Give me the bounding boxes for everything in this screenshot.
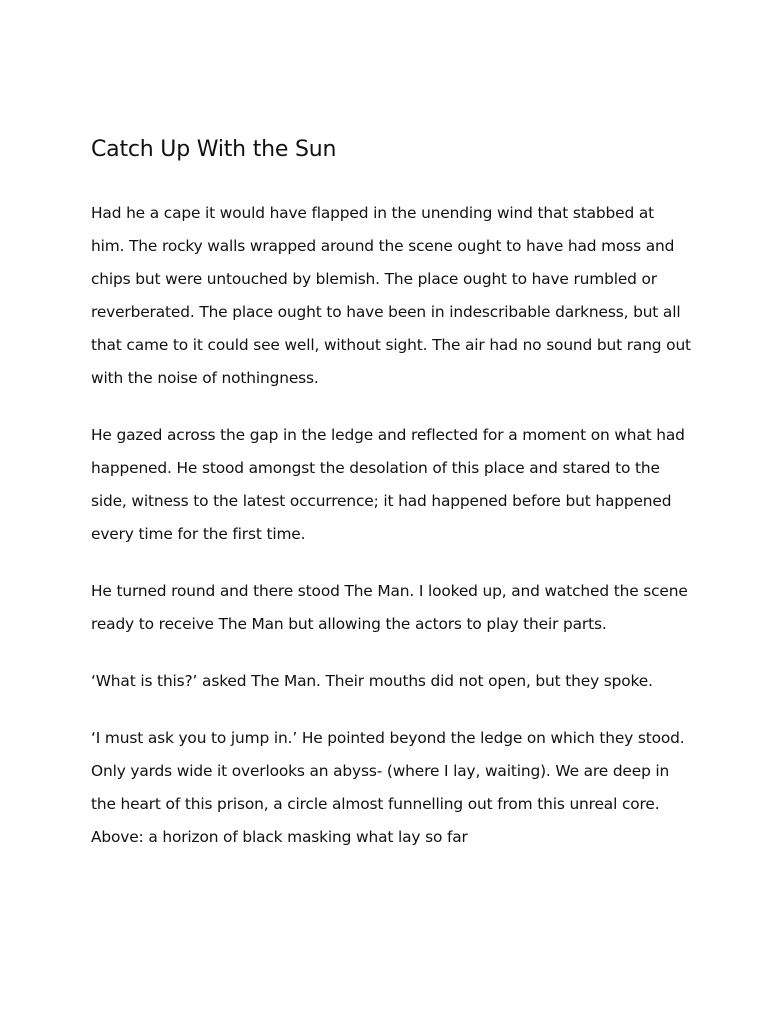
paragraph-2: He gazed across the gap in the ledge and reflected for a moment on what had happened. He stood amongst the desolation of this place and stared to the side, witness to the latest occurrence; it had happened before but happened every time for the first time.: [91, 426, 685, 543]
document-title: Catch Up With the Sun: [91, 137, 337, 162]
document-body: [91, 133, 691, 878]
paragraph-1: Had he a cape it would have flapped in the unending wind that stabbed at him. The rocky walls wrapped around the scene ought to have had moss and chips but were untouched by blemish. The place ought to have rumbled or reverberated. The place ought to have been in indescribable darkness, but all that came to it could see well, without sight. The air had no sound but rang out with the noise of nothingness.: [91, 204, 691, 387]
paragraph-4: ‘What is this?’ asked The Man. Their mouths did not open, but they spoke.: [91, 672, 653, 690]
paragraph-3: He turned round and there stood The Man. I looked up, and watched the scene ready to receive The Man but allowing the actors to play their parts.: [91, 582, 688, 633]
paragraph-5: ‘I must ask you to jump in.’ He pointed beyond the ledge on which they stood. Only yards wide it overlooks an abyss- (where I lay, waiting). We are deep in the heart of this prison, a circle almost funnelling out from this unreal core. Above: a horizon of black masking what lay so far: [91, 729, 685, 846]
